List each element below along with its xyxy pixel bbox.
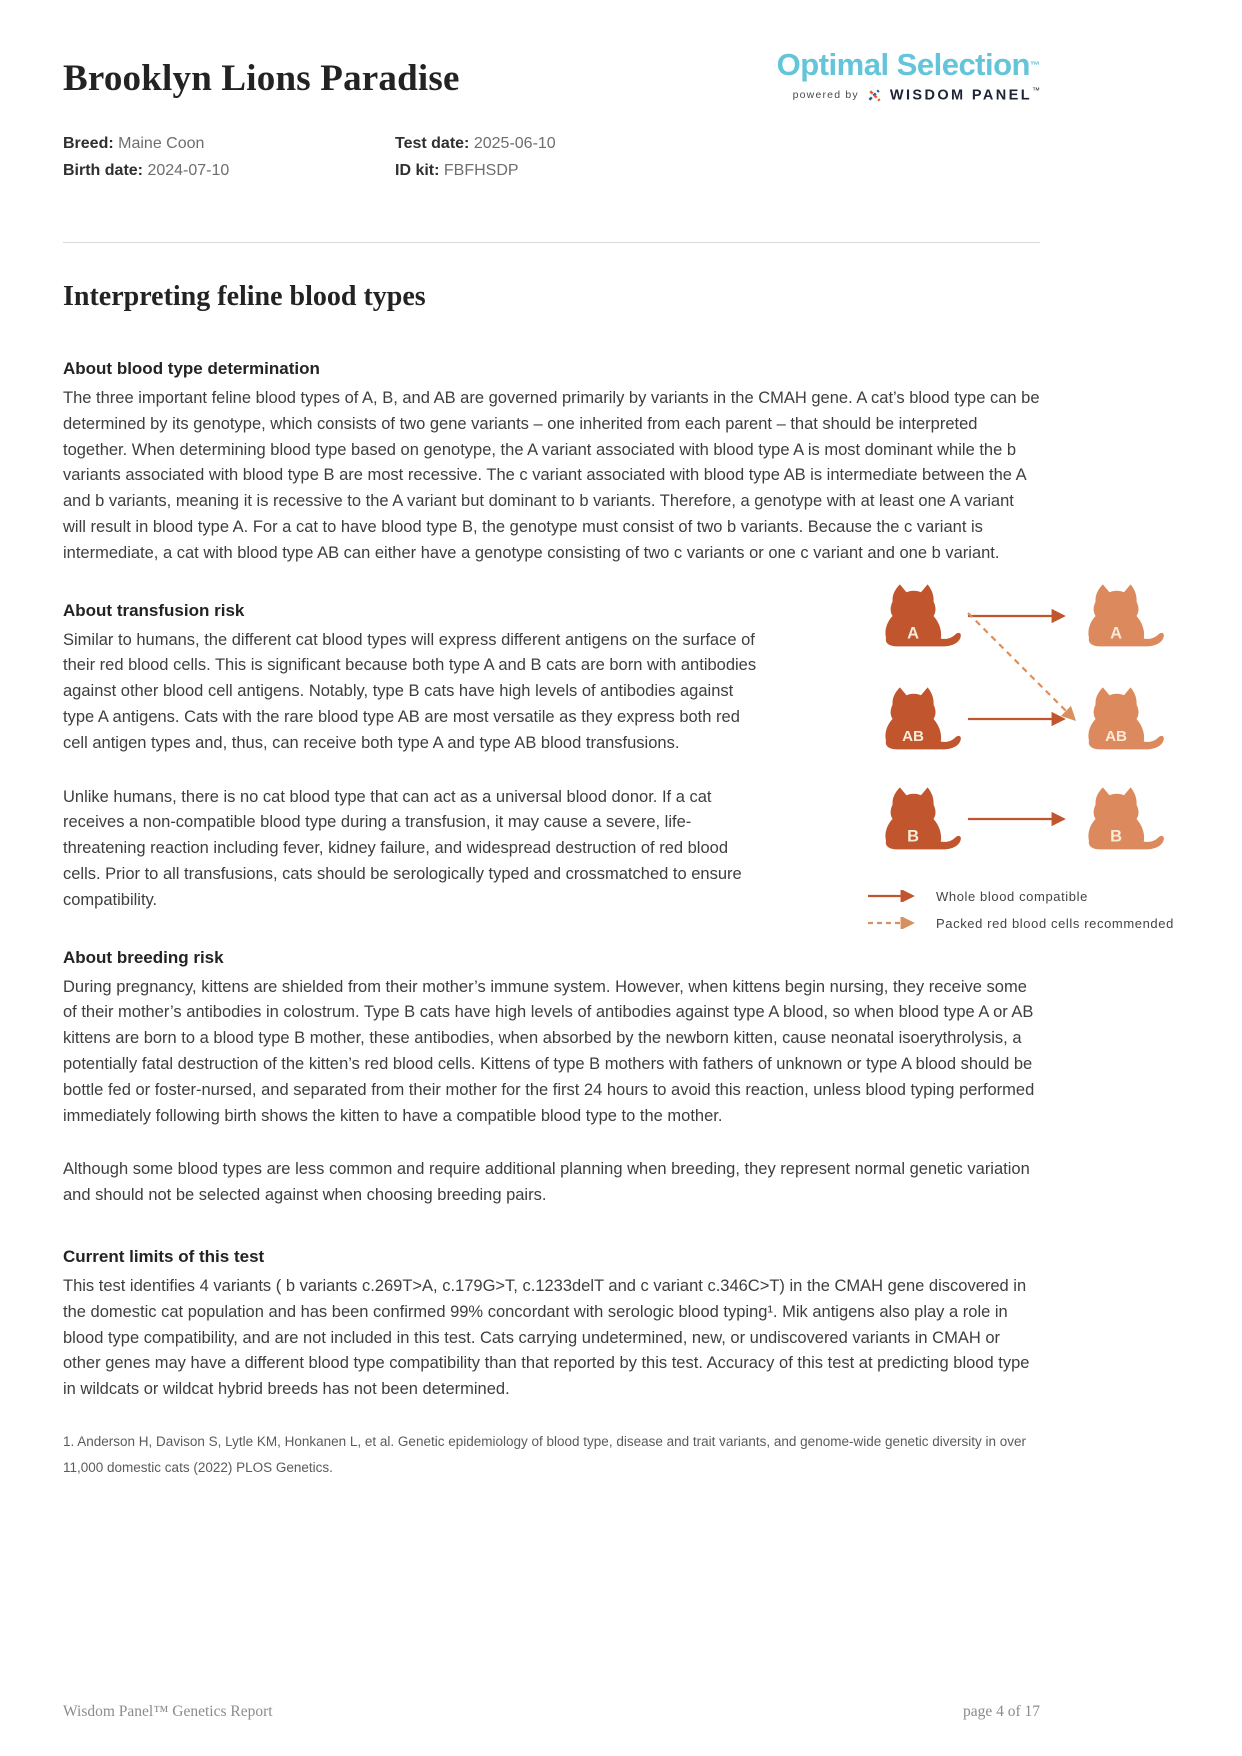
recipient-cat-b-icon: [1078, 786, 1166, 857]
section-heading: About breeding risk: [63, 947, 224, 967]
reference-footnote: 1. Anderson H, Davison S, Lytle KM, Honkanen L, et al. Genetic epidemiology of blood type, disease and trait variants, and genome-wide genetic diversity in over 11,000 domestic cats (2022) PLOS Genetics.: [63, 1433, 1027, 1475]
meta-id-kit: [395, 157, 1040, 184]
section-paragraph: This test identifies 4 variants ( b variants c.269T>A, c.179G>T, c.1233delT and c variant c.346C>T) in the CMAH gene discovered in the domestic cat population and has been confirmed 99% concordant with serologic blood typing¹. Mik antigens also play a role in blood type compatibility, and are not included in this test. Cats carrying undetermined, new, or undiscovered variants in CMAH or other genes may have a different blood type compatibility than that reported by this test. Accuracy of this test at predicting blood type in wildcats or wildcat hybrid breeds has not been determined.: [63, 1276, 1030, 1399]
section-blood-type-determination: [63, 355, 1040, 567]
footer-report-title: Wisdom Panel™ Genetics Report: [63, 1703, 273, 1720]
optimal-selection-logo: [777, 48, 1040, 104]
section-breeding-risk: [63, 944, 1040, 1209]
donor-label: A: [907, 624, 920, 643]
pet-name: Brooklyn Lions Paradise: [63, 58, 460, 99]
birth-date-label: Birth date:: [63, 162, 143, 179]
legend-label: Packed red blood cells recommended: [936, 915, 1174, 931]
brand-name: Optimal Selection: [776, 47, 1030, 82]
recipient-label: A: [1110, 624, 1123, 643]
section-paragraph: Unlike humans, there is no cat blood type that can act as a universal blood donor. If a cat receives a non-compatible blood type during a transfusion, it may cause a severe, life-threatening reaction including fever, kidney failure, and widespread destruction of red blood cells. Prior to all transfusions, cats should be serologically typed and crossmatched to ensure compatibility.: [63, 787, 742, 909]
section-paragraph: Similar to humans, the different cat blood types will express different antigens on the surface of their red blood cells. This is significant because both type A and B cats are born with antibodies against other blood cell antigens. Notably, type B cats have high levels of antibodies against type A antigens. Cats with the rare blood type AB are most versatile as they express both red cell antigen types and, thus, can receive both type A and type AB blood transfusions.: [63, 630, 757, 752]
section-heading: About transfusion risk: [63, 600, 245, 620]
section-heading: About blood type determination: [63, 359, 320, 378]
meta-breed: [63, 130, 395, 157]
donor-cat-ab-icon: [875, 686, 963, 757]
recipient-label: B: [1110, 827, 1123, 846]
page-title: Interpreting feline blood types: [63, 281, 426, 312]
recipient-cat-ab-icon: [1078, 686, 1166, 757]
section-transfusion-risk: [63, 597, 1174, 931]
legend-item-whole-blood: [868, 883, 1174, 910]
test-date-value: 2025-06-10: [473, 135, 556, 152]
whole-blood-arrow-icon: [968, 712, 1076, 731]
powered-by-line: [777, 86, 1040, 104]
section-paragraph: The three important feline blood types of A, B, and AB are governed primarily by variants in the CMAH gene. A cat’s blood type can be determined by its genotype, which consists of two gene variants – one inherited from each parent – that should be interpreted together. When determining blood type based on genotype, the A variant associated with blood type A is most dominant while the b variants associated with blood type B are most recessive. The c variant associated with blood type AB is intermediate between the A and b variants, meaning it is recessive to the A variant but dominant to b variants. Therefore, a genotype with at least one A variant will result in blood type A. For a cat to have blood type B, the genotype must consist of two b variants. Because the c variant is intermediate, a cat with blood type AB can either have a genotype consisting of two c variants or one c variant and one b variant.: [63, 389, 1040, 562]
donor-label: B: [907, 827, 920, 846]
id-kit-value: FBFHSDP: [443, 162, 519, 179]
brand-trademark: ™: [1030, 60, 1040, 72]
meta-birth-date: [63, 157, 395, 184]
id-kit-label: ID kit:: [395, 162, 440, 179]
wisdom-panel-icon: [866, 87, 883, 104]
whole-blood-arrow-icon: [968, 812, 1076, 831]
partner-name: WISDOM PANEL: [889, 87, 1032, 104]
solid-arrow-icon: [868, 890, 924, 902]
legend-label: Whole blood compatible: [936, 888, 1088, 904]
pet-meta: [63, 130, 1040, 184]
powered-by-label: powered by: [792, 89, 859, 102]
section-test-limits: [63, 1243, 1040, 1403]
brand-wordmark: [777, 48, 1040, 82]
section-heading: Current limits of this test: [63, 1246, 265, 1266]
test-date-label: Test date:: [395, 135, 470, 152]
transfusion-compatibility-diagram: [770, 581, 1242, 961]
header-divider: [63, 242, 1040, 243]
meta-test-date: [395, 130, 1040, 157]
section-paragraph: Although some blood types are less common and require additional planning when breeding, they represent normal genetic variation and should not be selected against when choosing breeding pairs.: [63, 1160, 1030, 1205]
dashed-arrow-icon: [868, 917, 924, 929]
page-footer: [63, 1703, 1040, 1721]
diagram-legend: [868, 883, 1174, 937]
diagram-row-b: [770, 786, 1242, 852]
donor-cat-a-icon: [875, 583, 963, 654]
breed-label: Breed:: [63, 135, 114, 152]
footer-page-number: page 4 of 17: [962, 1703, 1040, 1720]
legend-item-packed-cells: [868, 910, 1174, 937]
section-paragraph: During pregnancy, kittens are shielded from their mother’s immune system. However, when kittens begin nursing, they receive some of their mother’s antibodies in colostrum. Type B cats have high levels of antibodies against type A blood, so when blood type A or AB kittens are born to a blood type B mother, these antibodies, when absorbed by the newborn kitten, cause neonatal isoerythrolysis, a potentially fatal destruction of the kitten’s red blood cells. Kittens of type B mothers with fathers of unknown or type A blood should be bottle fed or foster-nursed, and separated from their mother for the first 24 hours to avoid this reaction, unless blood typing performed immediately following birth shows the kitten to have a compatible blood type to the mother.: [63, 977, 1035, 1125]
donor-label: AB: [902, 727, 925, 745]
birth-date-value: 2024-07-10: [147, 162, 230, 179]
partner-wordmark: [890, 86, 1040, 104]
donor-cat-b-icon: [875, 786, 963, 857]
partner-trademark: ™: [1032, 86, 1040, 95]
diagram-row-ab: [770, 686, 1242, 752]
report-header: [63, 0, 1040, 102]
recipient-label: AB: [1105, 727, 1128, 745]
breed-value: Maine Coon: [118, 135, 205, 152]
